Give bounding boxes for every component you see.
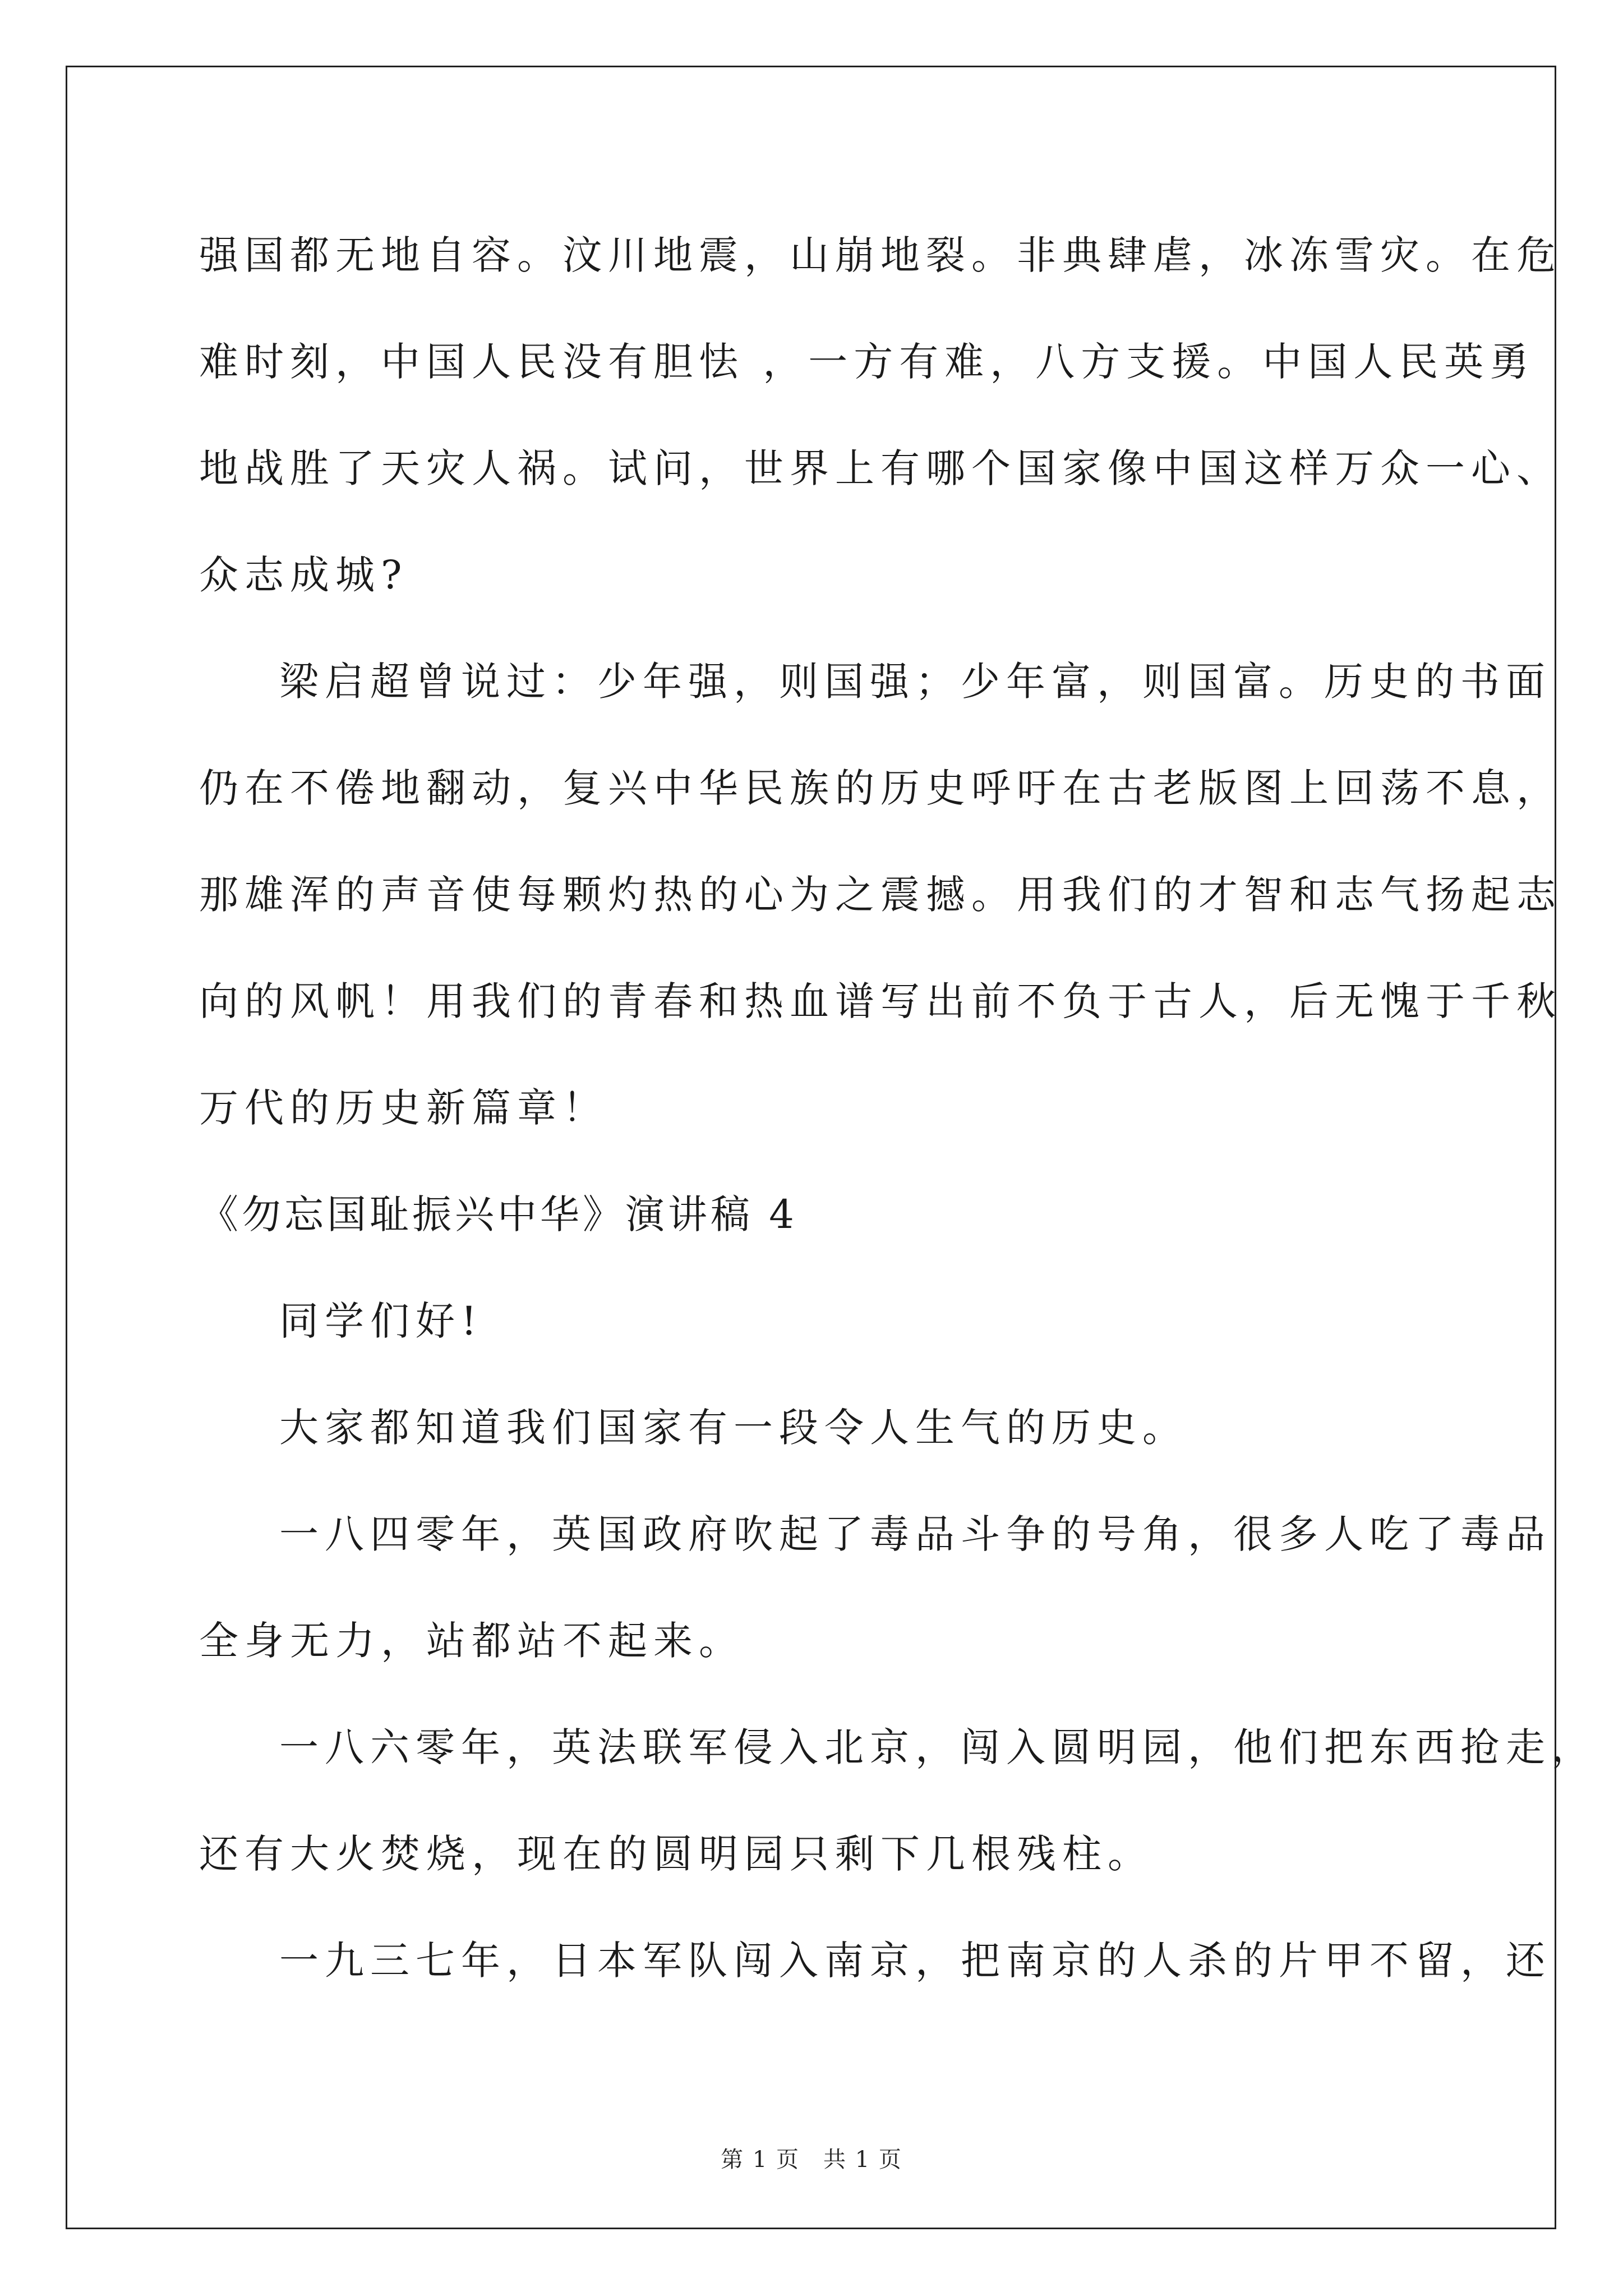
paragraph-start-line: 大家都知道我们国家有一段令人生气的历史。	[279, 1405, 1188, 1451]
section-heading: 《勿忘国耻振兴中华》演讲稿 4	[199, 1191, 797, 1237]
body-line: 那雄浑的声音使每颗灼热的心为之震撼。用我们的才智和志气扬起志	[199, 872, 1562, 918]
body-line: 众志成城?	[199, 552, 408, 598]
paragraph-start-line: 梁启超曾说过：少年强，则国强；少年富，则国富。历史的书面	[279, 659, 1551, 705]
body-line: 强国都无地自容。汶川地震，山崩地裂。非典肆虐，冰冻雪灾。在危	[199, 232, 1562, 278]
body-line: 向的风帆！用我们的青春和热血谱写出前不负于古人，后无愧于千秋	[199, 978, 1562, 1024]
body-line: 全身无力，站都站不起来。	[199, 1618, 744, 1664]
paragraph-start-line: 一八四零年，英国政府吹起了毒品斗争的号角，很多人吃了毒品	[279, 1511, 1551, 1557]
body-line: 万代的历史新篇章！	[199, 1085, 608, 1131]
body-line: 还有大火焚烧，现在的圆明园只剩下几根残柱。	[199, 1831, 1153, 1877]
document-body	[199, 202, 1597, 2014]
page-number: 第 1 页 共 1 页	[721, 2147, 902, 2173]
body-line: 难时刻，中国人民没有胆怯 ，一方有难，八方支援。中国人民英勇	[199, 339, 1536, 385]
body-line: 仍在不倦地翻动，复兴中华民族的历史呼吁在古老版图上回荡不息，	[199, 765, 1562, 811]
body-line: 地战胜了天灾人祸。试问，世界上有哪个国家像中国这样万众一心、	[199, 445, 1562, 491]
paragraph-start-line: 一九三七年，日本军队闯入南京，把南京的人杀的片甲不留，还	[279, 1938, 1551, 1984]
paragraph-start-line: 一八六零年，英法联军侵入北京，闯入圆明园，他们把东西抢走，	[279, 1724, 1597, 1770]
greeting-line: 同学们好!	[279, 1298, 483, 1344]
